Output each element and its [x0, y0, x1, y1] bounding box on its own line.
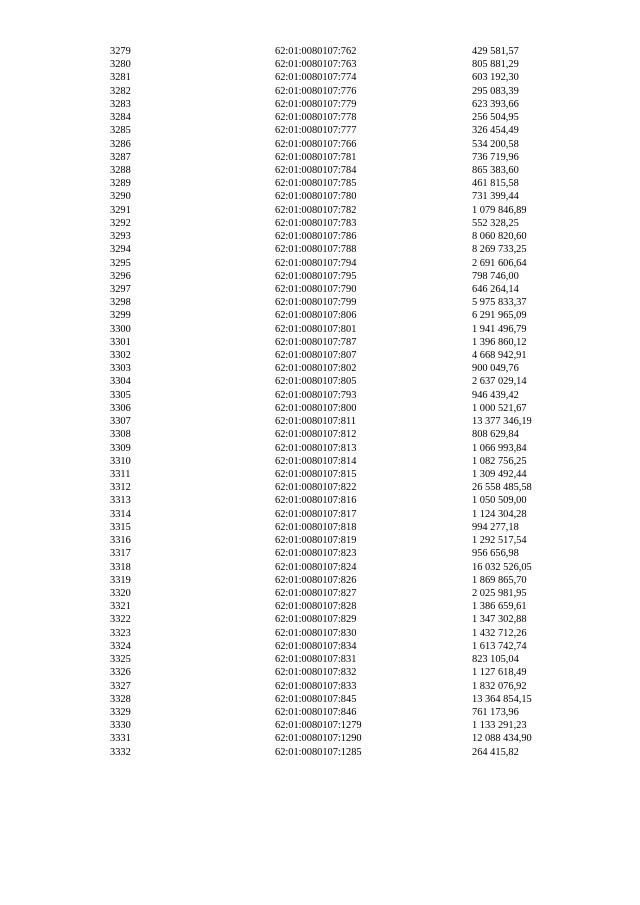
row-number-cell: 3330 [110, 720, 131, 732]
cadastral-number-cell: 62:01:0080107:780 [275, 191, 357, 203]
cadastral-value-cell: 1 941 496,79 [472, 323, 527, 335]
table-row [0, 375, 640, 388]
cadastral-number-cell: 62:01:0080107:819 [275, 535, 357, 547]
cadastral-value-cell: 1 133 291,23 [472, 720, 527, 732]
cadastral-value-cell: 256 504,95 [472, 112, 519, 124]
cadastral-number-cell: 62:01:0080107:1279 [275, 720, 362, 732]
table-row [0, 164, 640, 177]
cadastral-value-cell: 295 083,39 [472, 85, 519, 97]
table-row [0, 296, 640, 309]
table-row [0, 111, 640, 124]
row-number-cell: 3326 [110, 667, 131, 679]
cadastral-number-cell: 62:01:0080107:783 [275, 217, 357, 229]
cadastral-value-cell: 6 291 965,09 [472, 310, 527, 322]
cadastral-value-cell: 4 668 942,91 [472, 350, 527, 362]
table-row [0, 746, 640, 759]
table-row [0, 204, 640, 217]
row-number-cell: 3282 [110, 85, 131, 97]
cadastral-value-cell: 1 613 742,74 [472, 640, 527, 652]
cadastral-number-cell: 62:01:0080107:814 [275, 455, 357, 467]
cadastral-number-cell: 62:01:0080107:833 [275, 680, 357, 692]
table-row [0, 508, 640, 521]
table-row [0, 349, 640, 362]
cadastral-value-cell: 603 192,30 [472, 72, 519, 84]
table-row [0, 257, 640, 270]
table-row [0, 627, 640, 640]
cadastral-value-cell: 13 377 346,19 [472, 416, 532, 428]
row-number-cell: 3321 [110, 601, 131, 613]
row-number-cell: 3292 [110, 217, 131, 229]
table-row [0, 124, 640, 137]
row-number-cell: 3313 [110, 495, 131, 507]
table-row [0, 177, 640, 190]
table-row [0, 45, 640, 58]
cadastral-value-cell: 534 200,58 [472, 138, 519, 150]
cadastral-number-cell: 62:01:0080107:801 [275, 323, 357, 335]
table-row [0, 283, 640, 296]
table-row [0, 190, 640, 203]
cadastral-value-cell: 2 025 981,95 [472, 587, 527, 599]
cadastral-value-cell: 798 746,00 [472, 270, 519, 282]
cadastral-value-cell: 1 832 076,92 [472, 680, 527, 692]
cadastral-value-cell: 326 454,49 [472, 125, 519, 137]
cadastral-number-cell: 62:01:0080107:831 [275, 654, 357, 666]
row-number-cell: 3297 [110, 283, 131, 295]
cadastral-value-cell: 1 066 993,84 [472, 442, 527, 454]
cadastral-value-cell: 823 105,04 [472, 654, 519, 666]
table-row [0, 323, 640, 336]
cadastral-value-cell: 761 173,96 [472, 706, 519, 718]
cadastral-value-cell: 956 656,98 [472, 548, 519, 560]
table-row [0, 468, 640, 481]
cadastral-number-cell: 62:01:0080107:800 [275, 402, 357, 414]
cadastral-number-cell: 62:01:0080107:805 [275, 376, 357, 388]
cadastral-number-cell: 62:01:0080107:790 [275, 283, 357, 295]
row-number-cell: 3315 [110, 521, 131, 533]
row-number-cell: 3293 [110, 231, 131, 243]
table-row [0, 336, 640, 349]
row-number-cell: 3307 [110, 416, 131, 428]
cadastral-number-cell: 62:01:0080107:787 [275, 336, 357, 348]
table-row [0, 230, 640, 243]
table-row [0, 71, 640, 84]
table-row [0, 494, 640, 507]
row-number-cell: 3331 [110, 733, 131, 745]
cadastral-number-cell: 62:01:0080107:794 [275, 257, 357, 269]
row-number-cell: 3318 [110, 561, 131, 573]
cadastral-value-cell: 646 264,14 [472, 283, 519, 295]
row-number-cell: 3319 [110, 574, 131, 586]
cadastral-number-cell: 62:01:0080107:834 [275, 640, 357, 652]
cadastral-value-cell: 552 328,25 [472, 217, 519, 229]
cadastral-value-cell: 13 364 854,15 [472, 693, 532, 705]
table-row [0, 138, 640, 151]
table-row [0, 481, 640, 494]
table-row [0, 85, 640, 98]
row-number-cell: 3327 [110, 680, 131, 692]
cadastral-number-cell: 62:01:0080107:788 [275, 244, 357, 256]
cadastral-number-cell: 62:01:0080107:763 [275, 59, 357, 71]
table-row [0, 534, 640, 547]
cadastral-number-cell: 62:01:0080107:1290 [275, 733, 362, 745]
table-row [0, 680, 640, 693]
table-row [0, 666, 640, 679]
cadastral-value-cell: 1 082 756,25 [472, 455, 527, 467]
row-number-cell: 3291 [110, 204, 131, 216]
cadastral-number-cell: 62:01:0080107:774 [275, 72, 357, 84]
cadastral-value-cell: 1 309 492,44 [472, 469, 527, 480]
row-number-cell: 3332 [110, 746, 131, 758]
row-number-cell: 3286 [110, 138, 131, 150]
row-number-cell: 3309 [110, 442, 131, 454]
cadastral-value-cell: 429 581,57 [472, 46, 519, 57]
cadastral-value-cell: 808 629,84 [472, 429, 519, 441]
cadastral-value-cell: 1 396 860,12 [472, 336, 527, 348]
cadastral-number-cell: 62:01:0080107:776 [275, 85, 357, 97]
cadastral-value-cell: 1 432 712,26 [472, 627, 527, 639]
row-number-cell: 3288 [110, 164, 131, 176]
cadastral-number-cell: 62:01:0080107:817 [275, 508, 357, 520]
cadastral-number-cell: 62:01:0080107:826 [275, 574, 357, 586]
table-row [0, 415, 640, 428]
cadastral-value-cell: 946 439,42 [472, 389, 519, 401]
table-row [0, 693, 640, 706]
row-number-cell: 3314 [110, 508, 131, 520]
cadastral-value-cell: 1 000 521,67 [472, 402, 527, 414]
cadastral-number-cell: 62:01:0080107:846 [275, 706, 357, 718]
cadastral-number-cell: 62:01:0080107:827 [275, 587, 357, 599]
row-number-cell: 3322 [110, 614, 131, 626]
table-row [0, 706, 640, 719]
table-row [0, 151, 640, 164]
cadastral-value-cell: 26 558 485,58 [472, 482, 532, 494]
cadastral-number-cell: 62:01:0080107:806 [275, 310, 357, 322]
row-number-cell: 3310 [110, 455, 131, 467]
table-row [0, 455, 640, 468]
row-number-cell: 3306 [110, 402, 131, 414]
row-number-cell: 3308 [110, 429, 131, 441]
cadastral-number-cell: 62:01:0080107:782 [275, 204, 357, 216]
row-number-cell: 3290 [110, 191, 131, 203]
cadastral-number-cell: 62:01:0080107:816 [275, 495, 357, 507]
table-row [0, 587, 640, 600]
cadastral-number-cell: 62:01:0080107:813 [275, 442, 357, 454]
table-row [0, 442, 640, 455]
cadastral-number-cell: 62:01:0080107:845 [275, 693, 357, 705]
table-row [0, 521, 640, 534]
cadastral-value-cell: 461 815,58 [472, 178, 519, 190]
cadastral-number-cell: 62:01:0080107:795 [275, 270, 357, 282]
cadastral-value-cell: 264 415,82 [472, 746, 519, 758]
row-number-cell: 3295 [110, 257, 131, 269]
row-number-cell: 3299 [110, 310, 131, 322]
cadastral-value-cell: 1 869 865,70 [472, 574, 527, 586]
cadastral-value-cell: 1 127 618,49 [472, 667, 527, 679]
row-number-cell: 3312 [110, 482, 131, 494]
cadastral-number-cell: 62:01:0080107:779 [275, 98, 357, 110]
cadastral-number-cell: 62:01:0080107:807 [275, 350, 357, 362]
row-number-cell: 3296 [110, 270, 131, 282]
table-row [0, 653, 640, 666]
row-number-cell: 3305 [110, 389, 131, 401]
table-row [0, 243, 640, 256]
row-number-cell: 3285 [110, 125, 131, 137]
table-row [0, 719, 640, 732]
cadastral-number-cell: 62:01:0080107:823 [275, 548, 357, 560]
table-row [0, 547, 640, 560]
row-number-cell: 3281 [110, 72, 131, 84]
cadastral-value-cell: 8 060 820,60 [472, 231, 527, 243]
row-number-cell: 3303 [110, 363, 131, 375]
cadastral-value-cell: 5 975 833,37 [472, 297, 527, 309]
row-number-cell: 3328 [110, 693, 131, 705]
cadastral-value-cell: 2 691 606,64 [472, 257, 527, 269]
cadastral-value-cell: 1 292 517,54 [472, 535, 527, 547]
table-row [0, 58, 640, 71]
row-number-cell: 3302 [110, 350, 131, 362]
cadastral-value-cell: 994 277,18 [472, 521, 519, 533]
cadastral-value-cell: 1 079 846,89 [472, 204, 527, 216]
row-number-cell: 3317 [110, 548, 131, 560]
cadastral-value-cell: 1 050 509,00 [472, 495, 527, 507]
row-number-cell: 3324 [110, 640, 131, 652]
cadastral-value-cell: 12 088 434,90 [472, 733, 532, 745]
cadastral-number-cell: 62:01:0080107:766 [275, 138, 357, 150]
row-number-cell: 3301 [110, 336, 131, 348]
table-row [0, 561, 640, 574]
table-row [0, 309, 640, 322]
cadastral-number-cell: 62:01:0080107:793 [275, 389, 357, 401]
cadastral-value-cell: 736 719,96 [472, 151, 519, 163]
table-row [0, 600, 640, 613]
row-number-cell: 3289 [110, 178, 131, 190]
cadastral-number-cell: 62:01:0080107:762 [275, 46, 357, 57]
cadastral-value-cell: 2 637 029,14 [472, 376, 527, 388]
cadastral-number-cell: 62:01:0080107:830 [275, 627, 357, 639]
table-row [0, 428, 640, 441]
cadastral-number-cell: 62:01:0080107:828 [275, 601, 357, 613]
row-number-cell: 3320 [110, 587, 131, 599]
row-number-cell: 3323 [110, 627, 131, 639]
cadastral-number-cell: 62:01:0080107:1285 [275, 746, 362, 758]
table-row [0, 362, 640, 375]
cadastral-value-cell: 16 032 526,05 [472, 561, 532, 573]
cadastral-number-cell: 62:01:0080107:824 [275, 561, 357, 573]
table-row [0, 402, 640, 415]
cadastral-value-cell: 900 049,76 [472, 363, 519, 375]
cadastral-number-cell: 62:01:0080107:832 [275, 667, 357, 679]
table-row [0, 217, 640, 230]
cadastral-number-cell: 62:01:0080107:784 [275, 164, 357, 176]
cadastral-value-cell: 1 386 659,61 [472, 601, 527, 613]
table-row [0, 270, 640, 283]
cadastral-value-table [0, 45, 640, 759]
cadastral-number-cell: 62:01:0080107:799 [275, 297, 357, 309]
row-number-cell: 3298 [110, 297, 131, 309]
cadastral-number-cell: 62:01:0080107:818 [275, 521, 357, 533]
row-number-cell: 3316 [110, 535, 131, 547]
cadastral-value-cell: 623 393,66 [472, 98, 519, 110]
cadastral-number-cell: 62:01:0080107:777 [275, 125, 357, 137]
cadastral-number-cell: 62:01:0080107:815 [275, 469, 357, 480]
cadastral-value-cell: 865 383,60 [472, 164, 519, 176]
cadastral-number-cell: 62:01:0080107:781 [275, 151, 357, 163]
table-row [0, 613, 640, 626]
row-number-cell: 3294 [110, 244, 131, 256]
cadastral-number-cell: 62:01:0080107:802 [275, 363, 357, 375]
table-row [0, 732, 640, 745]
table-row [0, 389, 640, 402]
table-row [0, 640, 640, 653]
cadastral-number-cell: 62:01:0080107:829 [275, 614, 357, 626]
row-number-cell: 3329 [110, 706, 131, 718]
cadastral-number-cell: 62:01:0080107:786 [275, 231, 357, 243]
cadastral-number-cell: 62:01:0080107:812 [275, 429, 357, 441]
cadastral-value-cell: 805 881,29 [472, 59, 519, 71]
cadastral-number-cell: 62:01:0080107:785 [275, 178, 357, 190]
row-number-cell: 3287 [110, 151, 131, 163]
cadastral-value-cell: 1 124 304,28 [472, 508, 527, 520]
row-number-cell: 3311 [110, 469, 131, 480]
row-number-cell: 3325 [110, 654, 131, 666]
table-row [0, 574, 640, 587]
row-number-cell: 3280 [110, 59, 131, 71]
row-number-cell: 3279 [110, 46, 131, 57]
cadastral-value-cell: 731 399,44 [472, 191, 519, 203]
cadastral-number-cell: 62:01:0080107:822 [275, 482, 357, 494]
row-number-cell: 3300 [110, 323, 131, 335]
table-row [0, 98, 640, 111]
cadastral-number-cell: 62:01:0080107:778 [275, 112, 357, 124]
cadastral-value-cell: 1 347 302,88 [472, 614, 527, 626]
row-number-cell: 3284 [110, 112, 131, 124]
cadastral-value-cell: 8 269 733,25 [472, 244, 527, 256]
row-number-cell: 3304 [110, 376, 131, 388]
row-number-cell: 3283 [110, 98, 131, 110]
cadastral-number-cell: 62:01:0080107:811 [275, 416, 357, 428]
